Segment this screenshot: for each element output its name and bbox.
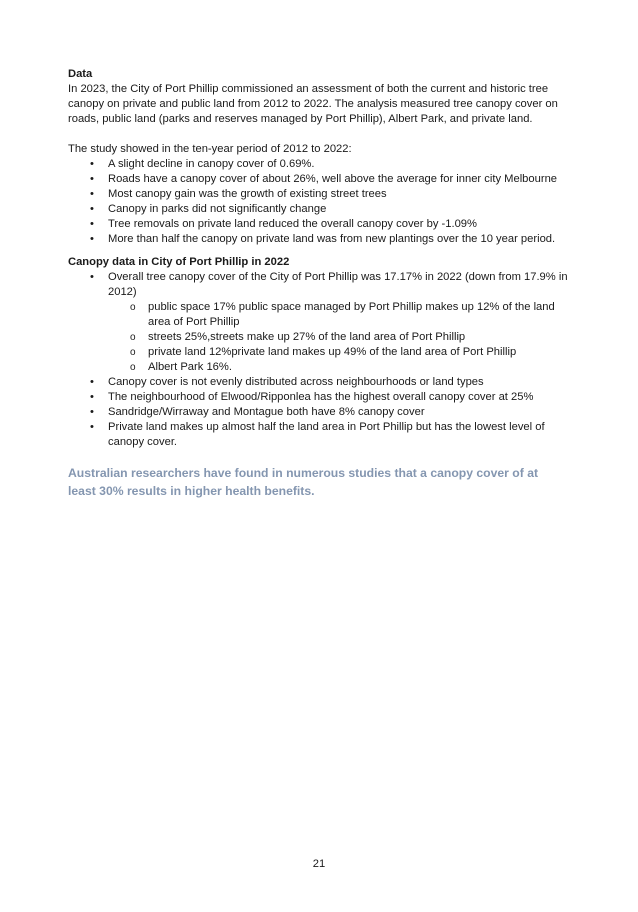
list-item: • Canopy cover is not evenly distributed across neighbourhoods or land types — [68, 375, 568, 390]
list-item: • Sandridge/Wirraway and Montague both have 8% canopy cover — [68, 405, 568, 420]
list-item: • More than half the canopy on private land was from new plantings over the 10 year period. — [68, 232, 568, 247]
sub-list-item: o private land 12%private land makes up 49% of the land area of Port Phillip — [68, 345, 568, 360]
list-item: • Most canopy gain was the growth of existing street trees — [68, 187, 568, 202]
overall-text: Overall tree canopy cover of the City of Port Phillip was 17.17% in 2022 (down from 17.9% in 2012) — [108, 271, 568, 298]
sub-list-item: o Albert Park 16%. — [68, 360, 568, 375]
health-benefits-callout: Australian researchers have found in numerous studies that a canopy cover of at least 30% results in higher health benefits. — [68, 466, 539, 498]
list-item: • Canopy in parks did not significantly change — [68, 202, 568, 217]
canopy-sub-list — [68, 300, 568, 375]
document-page — [68, 67, 568, 500]
list-item-overall — [68, 270, 568, 300]
canopy-list-continued — [68, 375, 568, 450]
sub-list-item: o streets 25%,streets make up 27% of the land area of Port Phillip — [68, 330, 568, 345]
list-item: • A slight decline in canopy cover of 0.69%. — [68, 157, 568, 172]
spacer — [68, 127, 568, 142]
list-item: • Private land makes up almost half the land area in Port Phillip but has the lowest level of canopy cover. — [68, 420, 568, 450]
study-intro-paragraph: The study showed in the ten-year period of 2012 to 2022: — [68, 143, 352, 155]
page-number: 21 — [312, 858, 326, 870]
canopy-list — [68, 270, 568, 300]
sub-list-item: o public space 17% public space managed by Port Phillip makes up 12% of the land area of Port Phillip — [68, 300, 568, 330]
list-item: • Roads have a canopy cover of about 26%, well above the average for inner city Melbourne — [68, 172, 568, 187]
findings-list — [68, 157, 568, 247]
spacer — [68, 247, 568, 255]
data-heading: Data — [68, 68, 93, 80]
data-intro-paragraph: In 2023, the City of Port Phillip commissioned an assessment of both the current and historic tree canopy on private and public land from 2012 to 2022. The analysis measured tree canopy cover on roads, public land (parks and reserves managed by Port Phillip), Albert Park, and private land. — [68, 83, 558, 125]
list-item: • Tree removals on private land reduced the overall canopy cover by -1.09% — [68, 217, 568, 232]
list-item: • The neighbourhood of Elwood/Ripponlea has the highest overall canopy cover at 25% — [68, 390, 568, 405]
canopy-heading: Canopy data in City of Port Phillip in 2022 — [68, 256, 290, 268]
